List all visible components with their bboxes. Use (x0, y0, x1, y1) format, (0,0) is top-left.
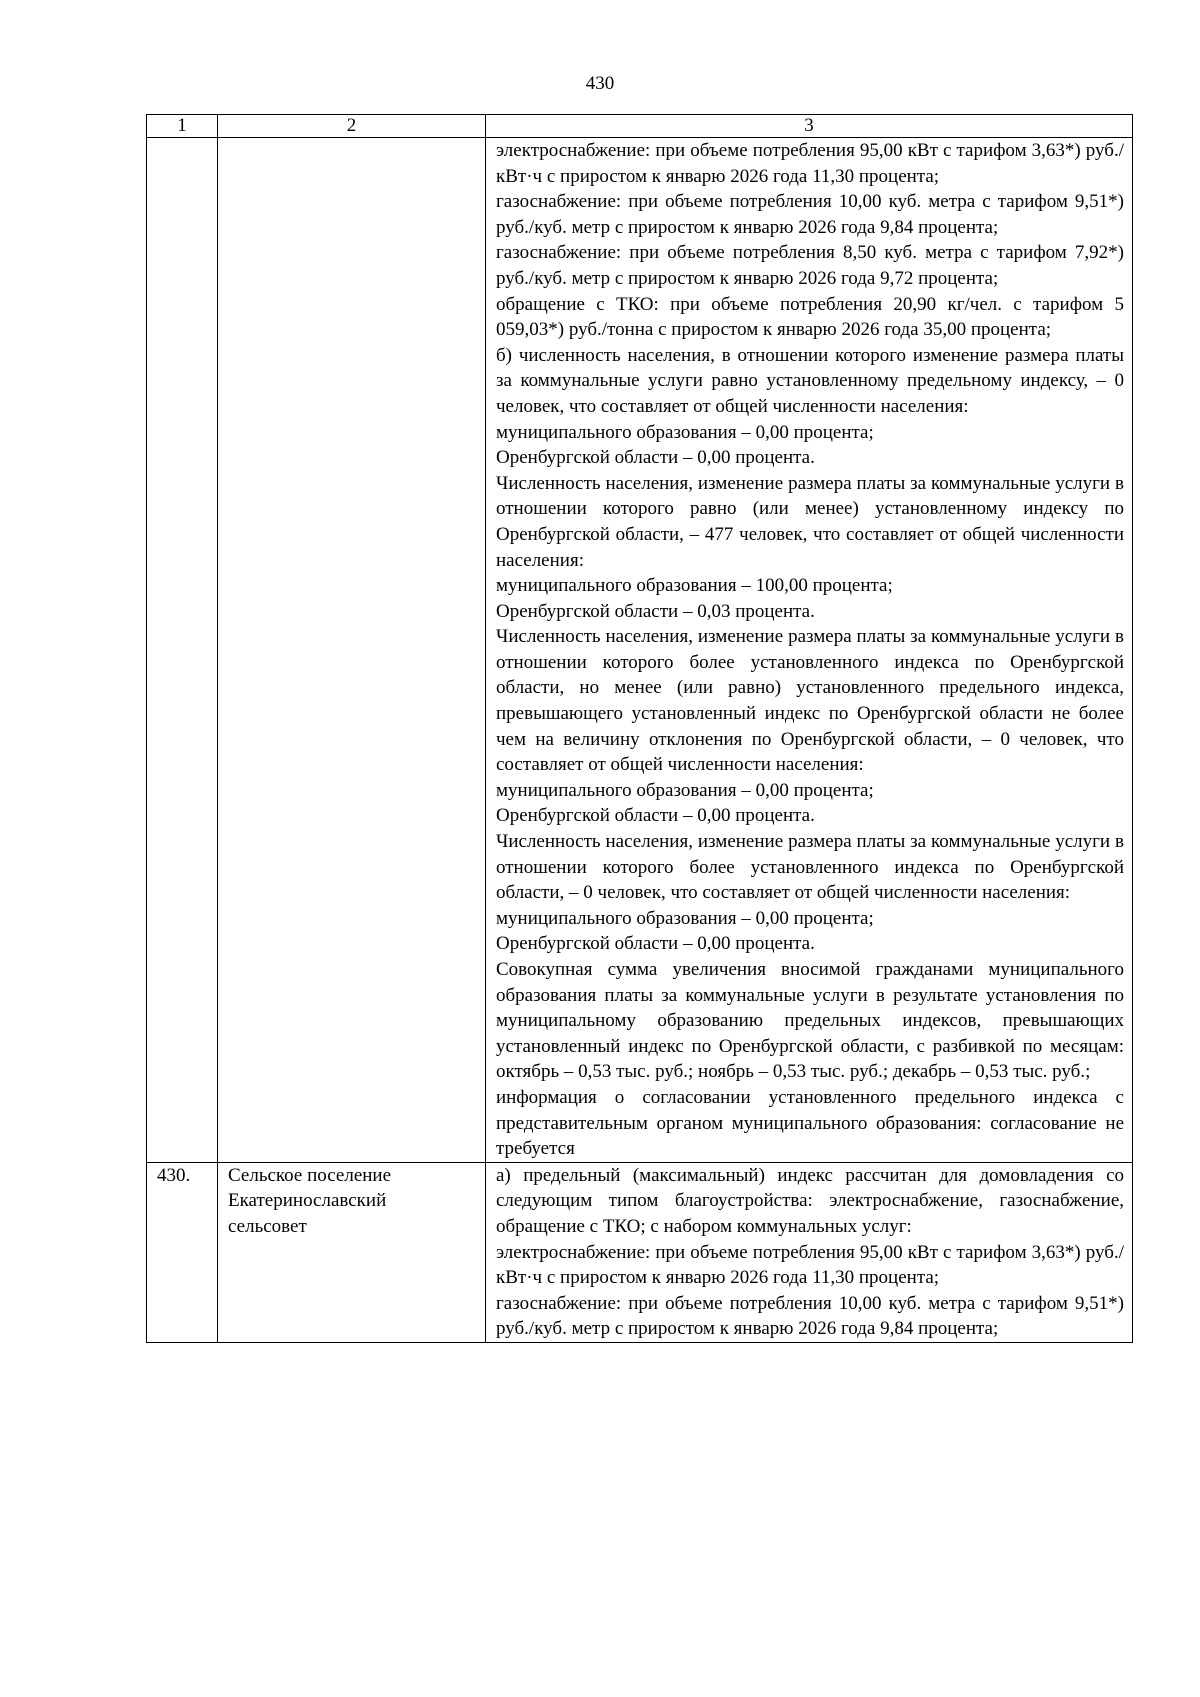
municipality-name (218, 138, 486, 1163)
detail-line: а) предельный (максимальный) индекс рассчитан для домовладения со следующим типом благоустройства: электроснабжение, газоснабжение, обращение с ТКО; с набором коммунальных услуг: (496, 1164, 1124, 1237)
row-number: 430. (147, 1162, 218, 1342)
page-number: 430 (585, 73, 615, 94)
detail-line: муниципального образования – 0,00 процента; (496, 421, 874, 443)
detail-line: б) численность населения, в отношении которого изменение размера платы за коммунальные услуги равно установленному предельному индексу, – 0 человек, что составляет от общей численности населения: (496, 344, 1124, 417)
header-col-1: 1 (147, 115, 218, 138)
detail-line: Численность населения, изменение размера платы за коммунальные услуги в отношении которого более установленного индекса по Оренбургской области, – 0 человек, что составляет от общей численности населения: (496, 831, 1124, 904)
detail-line: Численность населения, изменение размера платы за коммунальные услуги в отношении которого более установленного индекса по Оренбургской области, но менее (или равно) установленного предельного индекса, превышающего установленный индекс по Оренбургской области не более чем на величину отклонения по Оренбургской области, – 0 человек, что составляет от общей численности населения: (496, 626, 1124, 776)
municipality-name-line: сельсовет (228, 1215, 307, 1237)
table-row (147, 1162, 1133, 1342)
detail-line: Оренбургской области – 0,00 процента. (496, 447, 815, 469)
detail-line: муниципального образования – 0,00 процента; (496, 907, 874, 929)
detail-line: Оренбургской области – 0,00 процента. (496, 933, 815, 955)
table-row (147, 138, 1133, 1163)
detail-line: обращение с ТКО: при объеме потребления 20,90 кг/чел. с тарифом 5 059,03*) руб./тонна с приростом к январю 2026 года 35,00 процента; (496, 293, 1124, 341)
detail-line: газоснабжение: при объеме потребления 8,50 куб. метра с тарифом 7,92*) руб./куб. метр с приростом к январю 2026 года 9,72 процента; (496, 242, 1124, 289)
header-col-2: 2 (218, 115, 486, 138)
detail-line: муниципального образования – 100,00 процента; (496, 575, 893, 597)
detail-line: информация о согласовании установленного предельного индекса с представительным органом муниципального образования: согласование не требуется (496, 1086, 1124, 1160)
index-details (486, 1162, 1133, 1342)
detail-line: Совокупная сумма увеличения вносимой гражданами муниципального образования платы за коммунальные услуги в результате установления по муниципальному образованию предельных индексов, превышающих установленный индекс по Оренбургской области, с разбивкой по месяцам: октябрь – 0,53 тыс. руб.; ноябрь – 0,53 тыс. руб.; декабрь – 0,53 тыс. руб.; (496, 959, 1124, 1083)
detail-line: электроснабжение: при объеме потребления 95,00 кВт с тарифом 3,63*) руб./кВт·ч с приростом к январю 2026 года 11,30 процента; (496, 140, 1124, 187)
index-details (486, 138, 1133, 1163)
header-col-3: 3 (486, 115, 1133, 138)
municipality-name-line: Екатеринославский (228, 1190, 387, 1212)
municipality-name-line: Сельское поселение (228, 1164, 392, 1186)
municipality-name (218, 1162, 486, 1342)
row-number (147, 138, 218, 1163)
detail-line: Оренбургской области – 0,00 процента. (496, 805, 815, 827)
detail-line: Численность населения, изменение размера платы за коммунальные услуги в отношении которого равно (или менее) установленному индексу по Оренбургской области, – 477 человек, что составляет от общей численности населения: (496, 472, 1124, 571)
detail-line: Оренбургской области – 0,03 процента. (496, 600, 815, 622)
indices-table (146, 114, 1133, 1343)
detail-line: электроснабжение: при объеме потребления 95,00 кВт с тарифом 3,63*) руб./кВт·ч с приростом к январю 2026 года 11,30 процента; (496, 1241, 1124, 1289)
detail-line: муниципального образования – 0,00 процента; (496, 779, 874, 801)
detail-line: газоснабжение: при объеме потребления 10,00 куб. метра с тарифом 9,51*) руб./куб. метр с приростом к январю 2026 года 9,84 процента; (496, 191, 1124, 238)
detail-line: газоснабжение: при объеме потребления 10,00 куб. метра с тарифом 9,51*) руб./куб. метр с приростом к январю 2026 года 9,84 процента; (496, 1292, 1124, 1340)
table-header-row (147, 115, 1133, 138)
